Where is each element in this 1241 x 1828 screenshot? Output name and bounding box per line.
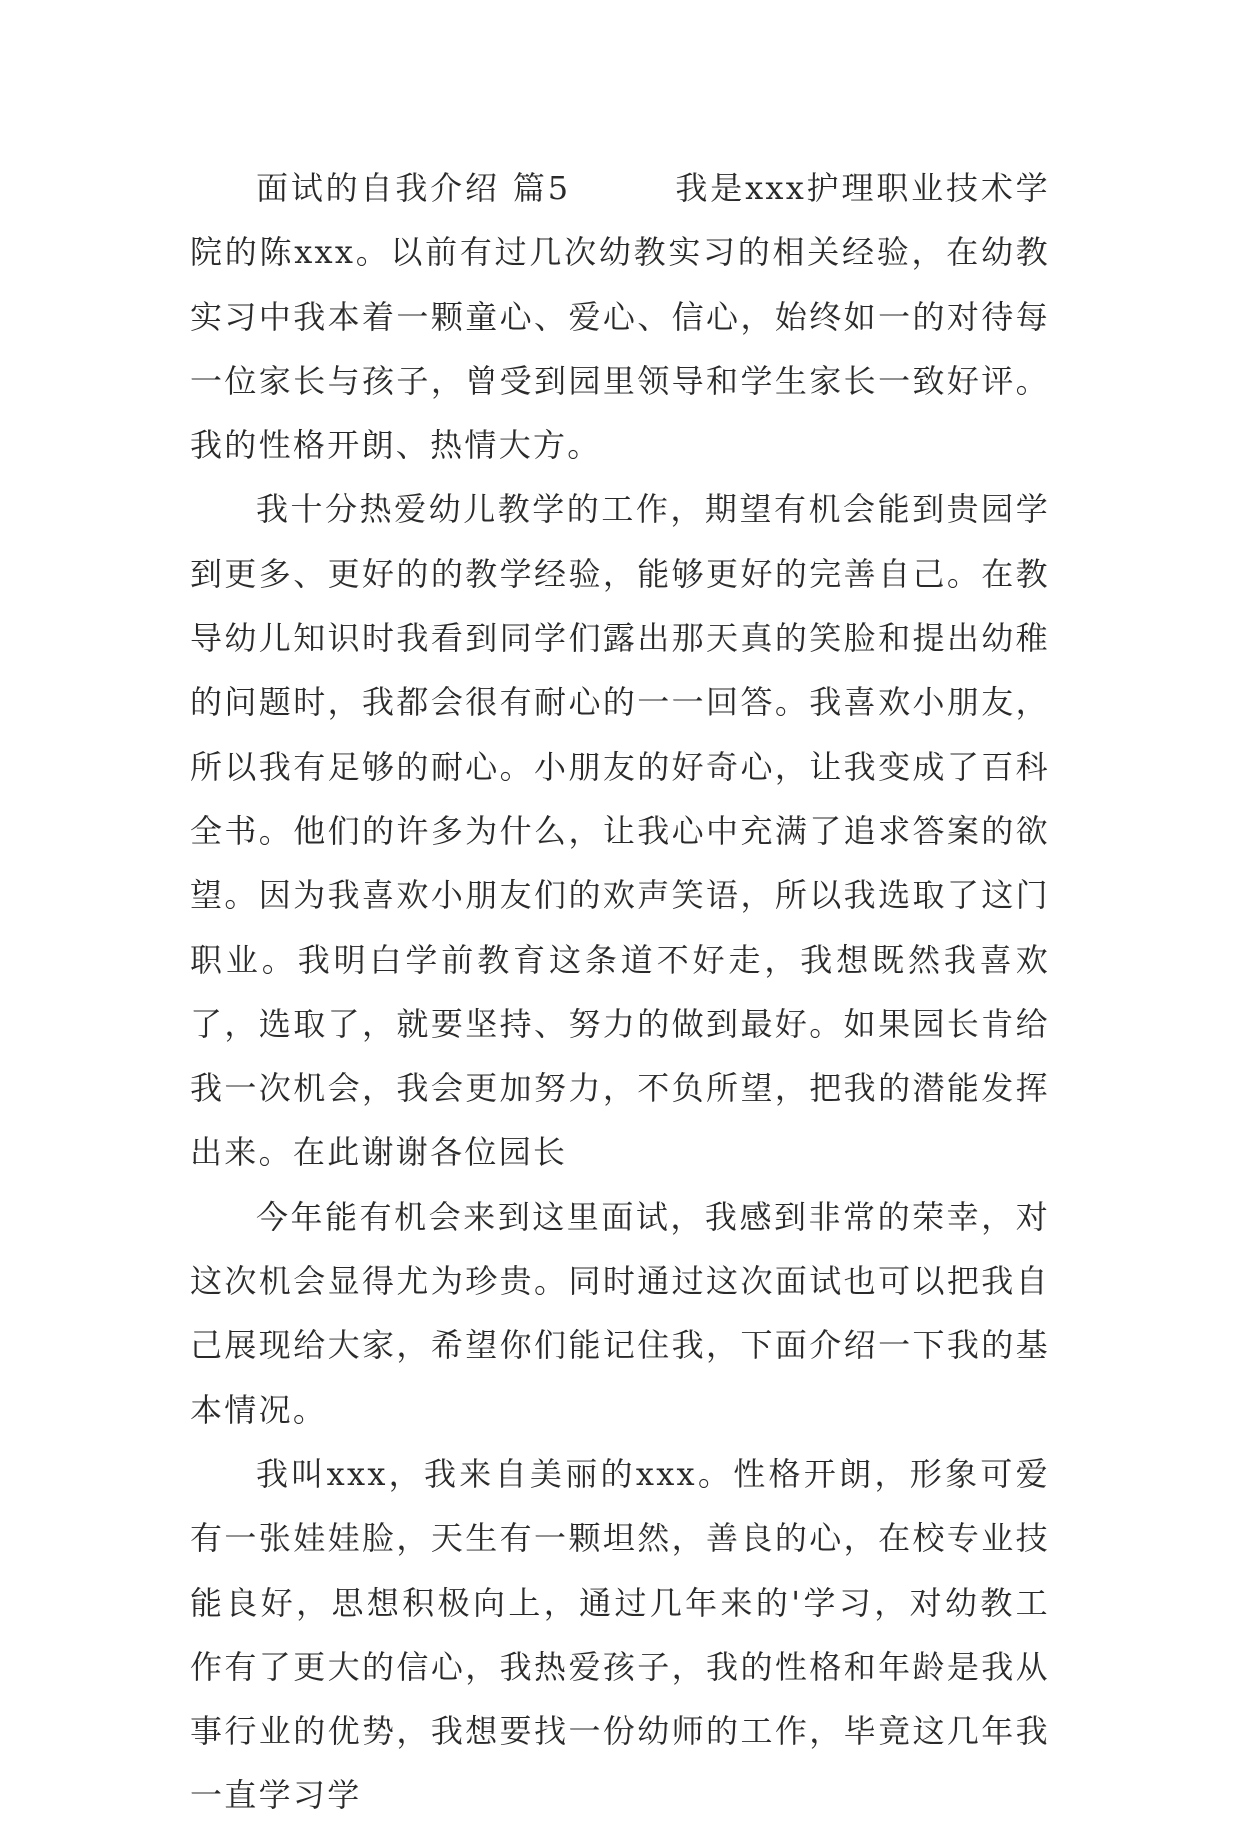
paragraph-4: 我叫xxx，我来自美丽的xxx。性格开朗，形象可爱有一张娃娃脸，天生有一颗坦然，善良的心，在校专业技能良好，思想积极向上，通过几年来的'学习，对幼教工作有了更大的信心，我热爱孩子，我的性格和年龄是我从事行业的优势，我想要找一份幼师的工作，毕竟这几年我一直学习学: [190, 1454, 1050, 1815]
paragraph-3: 今年能有机会来到这里面试，我感到非常的荣幸，对这次机会显得尤为珍贵。同时通过这次面试也可以把我自己展现给大家，希望你们能记住我，下面介绍一下我的基本情况。: [190, 1197, 1050, 1429]
document-body: [190, 156, 1050, 1828]
paragraph-1: 面试的自我介绍 篇5 我是xxx护理职业技术学院的陈xxx。以前有过几次幼教实习的相关经验，在幼教实习中我本着一颗童心、爱心、信心，始终如一的对待每一位家长与孩子，曾受到园里领导和学生家长一致好评。我的性格开朗、热情大方。: [190, 169, 1050, 465]
paragraph-2: 我十分热爱幼儿教学的工作，期望有机会能到贵园学到更多、更好的的教学经验，能够更好的完善自己。在教导幼儿知识时我看到同学们露出那天真的笑脸和提出幼稚的问题时，我都会很有耐心的一一回答。我喜欢小朋友，所以我有足够的耐心。小朋友的好奇心，让我变成了百科全书。他们的许多为什么，让我心中充满了追求答案的欲望。因为我喜欢小朋友们的欢声笑语，所以我选取了这门职业。我明白学前教育这条道不好走，我想既然我喜欢了，选取了，就要坚持、努力的做到最好。如果园长肯给我一次机会，我会更加努力，不负所望，把我的潜能发挥出来。在此谢谢各位园长: [190, 490, 1050, 1172]
